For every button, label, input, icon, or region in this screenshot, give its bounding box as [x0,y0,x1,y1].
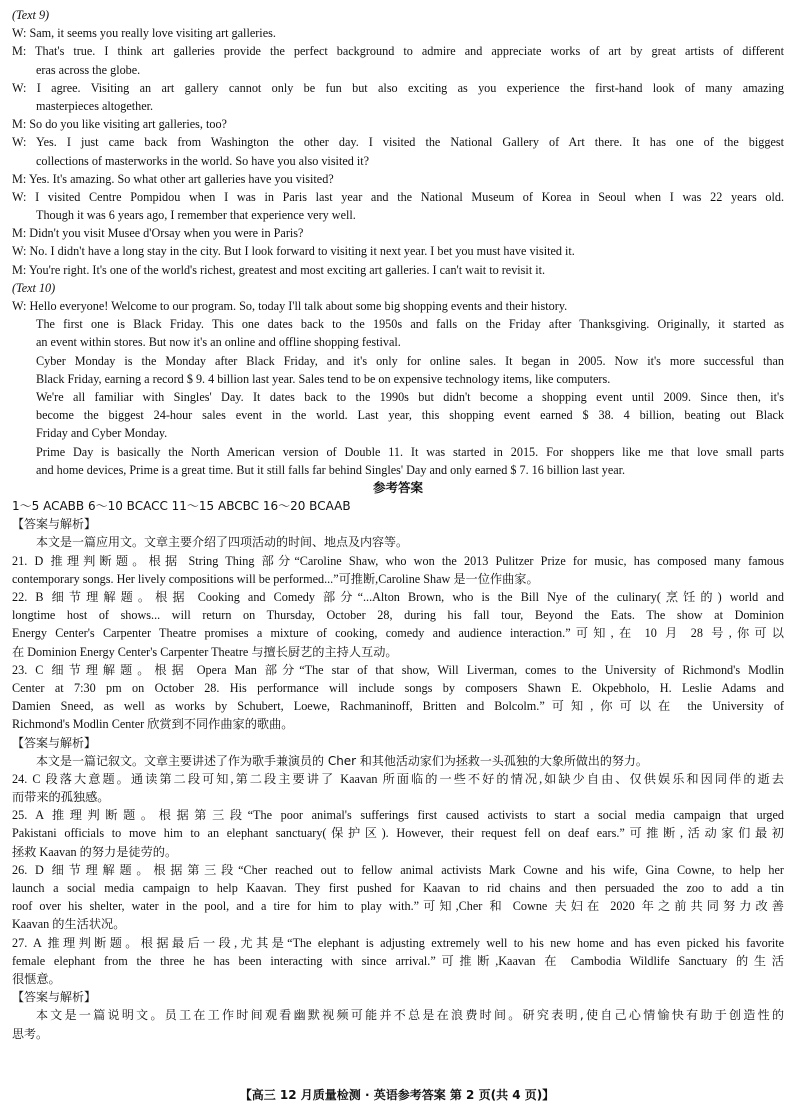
question-explanation: Damien Sneed, as well as works by Schubert, Loewe, Rachmaninoff, Britten and Bolcolm.”可知,你可以在 the University of [12,699,784,714]
dialogue-line: M: Yes. It's amazing. So what other art galleries have you visited? [12,171,334,186]
question-explanation: longtime host of shows... will return on Thursday, October 28, during his fall tour, Beyond the Eats. The show at Dominion [12,608,784,623]
question-explanation: 24. C 段落大意题。通读第二段可知,第二段主要讲了 Kaavan 所面临的一些不好的情况,如缺少自由、仅供娱乐和因同伴的逝去 [12,771,784,786]
dialogue-line: W: I agree. Visiting an art gallery cannot only be fun but also exciting as you experience the first-hand look of many amazing [12,80,784,95]
question-explanation: contemporary songs. Her lively compositions will be performed...”可推断,Caroline Shaw 是一位作曲家。 [12,571,539,586]
question-explanation: launch a social media campaign to help Kaavan. They first pushed for Kaavan to rid chains and then persuaded the zoo to add a tin [12,881,784,895]
question-explanation: 27. A 推理判断题。根据最后一段,尤其是“The elephant is adjusting extremely well to his new home and has even picked his favorite [12,935,784,950]
question-explanation: 22. B 细节理解题。根据 Cooking and Comedy 部分“...Alton Brown, who is the Bill Nye of the culinary(烹饪的) world and [12,590,784,604]
dialogue-line: W: Sam, it seems you really love visiting art galleries. [12,26,276,41]
question-explanation: Richmond's Modlin Center 欣赏到不同作曲家的歌曲。 [12,717,294,732]
dialogue-line: M: You're right. It's one of the world's richest, greatest and most exciting art galleries. I can't wait to revisit it. [12,262,546,277]
passage-summary: 本文是一篇说明文。员工在工作时间观看幽默视频可能并不总是在浪费时间。研究表明,使自己心情愉快有助于创造性的 [36,1008,784,1023]
monologue-line: W: Hello everyone! Welcome to our program. So, today I'll talk about some big shopping events and their history. [12,299,568,313]
question-explanation: roof over his shelter, water in the pool, and a tire for him to play with.”可知,Cher 和 Cowne 夫妇在 2020 年之前共同努力改善 [12,899,784,914]
dialogue-line: masterpieces altogether. [36,98,154,113]
question-explanation: Pakistani officials to move him to an elephant sanctuary(保护区). However, their request fell on deaf ears.”可推断,活动家们最初 [12,826,784,841]
answer-page [12,6,784,1043]
dialogue-line: W: No. I didn't have a long stay in the city. But I look forward to visiting it next year. I bet you must have visited it. [12,244,575,259]
question-explanation: 在 Dominion Energy Center's Carpenter Theatre 与擅长厨艺的主持人互动。 [12,644,398,659]
question-explanation: 拯救 Kaavan 的努力是徒劳的。 [12,844,178,859]
question-explanation: 很惬意。 [12,971,61,986]
question-explanation: female elephant from the three he has been interacting with since arrival.”可推断,Kaavan 在 Cambodia Wildlife Sanctuary 的生活 [12,953,784,968]
monologue-line: and home devices, Prime is a great time. But it still falls far behind Singles' Day and only earned $ 7. 16 billion last year. [36,462,626,477]
monologue-line: Prime Day is basically the North American version of Double 11. It was started in 2015. For shoppers like me that love small parts [36,444,784,459]
dialogue-line: eras across the globe. [36,62,141,77]
dialogue-line: M: So do you like visiting art galleries, too? [12,117,227,132]
analysis-heading: 【答案与解析】 [12,517,97,532]
dialogue-line: W: I visited Centre Pompidou when I was in Paris last year and the National Museum of Korea in Seoul when I was 22 years old. [12,189,784,204]
question-explanation: 21. D 推理判断题。根据 String Thing 部分“Caroline Shaw, who won the 2013 Pulitzer Prize for music, has composed many famous [12,553,784,568]
question-explanation: 25. A 推理判断题。根据第三段“The poor animal's sufferings first caused activists to start a social media campaign that urged [12,808,784,823]
passage-summary: 本文是一篇应用文。文章主要介绍了四项活动的时间、地点及内容等。 [36,535,409,550]
answers-title: 参考答案 [372,479,423,495]
dialogue-line: M: That's true. I think art galleries provide the perfect background to admire and appreciate works of art by great artists of different [12,44,784,59]
monologue-line: an event within stores. But now it's an online and offline shopping festival. [36,335,401,350]
question-explanation: Center at 7:30 pm on October 28. His performance will include songs by composers Shawn E. Okpebholo, H. Leslie Adams and [12,680,784,695]
dialogue-line: collections of masterworks in the world. So have you also visited it? [36,153,370,168]
question-explanation: 而带来的孤独感。 [12,790,110,805]
text9-label: (Text 9) [12,8,50,22]
monologue-line: become the biggest 24-hour sales event in the world. Last year, this shopping event earned $ 38. 4 billion, beating out Black [36,408,784,423]
answer-key: 1～5 ACABB 6～10 BCACC 11～15 ABCBC 16～20 BCAAB [12,499,351,514]
analysis-heading: 【答案与解析】 [12,990,97,1005]
monologue-line: Cyber Monday is the Monday after Black Friday, and it's only for online sales. It began in 2005. Now it's more successful than [36,353,784,368]
dialogue-line: Though it was 6 years ago, I remember that experience very well. [36,208,356,223]
passage-summary: 思考。 [12,1026,49,1041]
monologue-line: We're all familiar with Singles' Day. It dates back to the 1990s but didn't become a shopping event until 2009. Since then, it's [36,389,784,404]
analysis-heading: 【答案与解析】 [12,735,97,750]
monologue-line: Friday and Cyber Monday. [36,426,168,441]
dialogue-line: M: Didn't you visit Musee d'Orsay when you were in Paris? [12,226,304,241]
question-explanation: Kaavan 的生活状况。 [12,917,126,932]
monologue-line: Black Friday, earning a record $ 9. 4 billion last year. Sales tend to be on expensive technology items, like computers. [36,371,611,386]
dialogue-line: W: Yes. I just came back from Washington the other day. I visited the National Gallery of Art there. It has one of the biggest [12,135,784,150]
page-footer: 【高三 12 月质量检测 · 英语参考答案 第 2 页(共 4 页)】 [239,1088,555,1102]
question-explanation: 26. D 细节理解题。根据第三段“Cher reached out to fellow animal activists Mark Cowne and his wife, Gina Cowne, to help her [12,862,784,877]
passage-summary: 本文是一篇记叙文。文章主要讲述了作为歌手兼演员的 Cher 和其他活动家们为拯救一头孤独的大象所做出的努力。 [36,753,648,768]
text10-label: (Text 10) [12,280,56,295]
question-explanation: Energy Center's Carpenter Theatre promises a mixture of cooking, comedy and audience interaction.”可知,在 10 月 28 号,你可以 [12,626,784,641]
monologue-line: The first one is Black Friday. This one dates back to the 1950s and falls on the Friday after Thanksgiving. Originally, it started as [36,317,784,332]
question-explanation: 23. C 细节理解题。根据 Opera Man 部分“The star of that show, Will Liverman, comes to the University of Richmond's Modlin [12,662,784,677]
